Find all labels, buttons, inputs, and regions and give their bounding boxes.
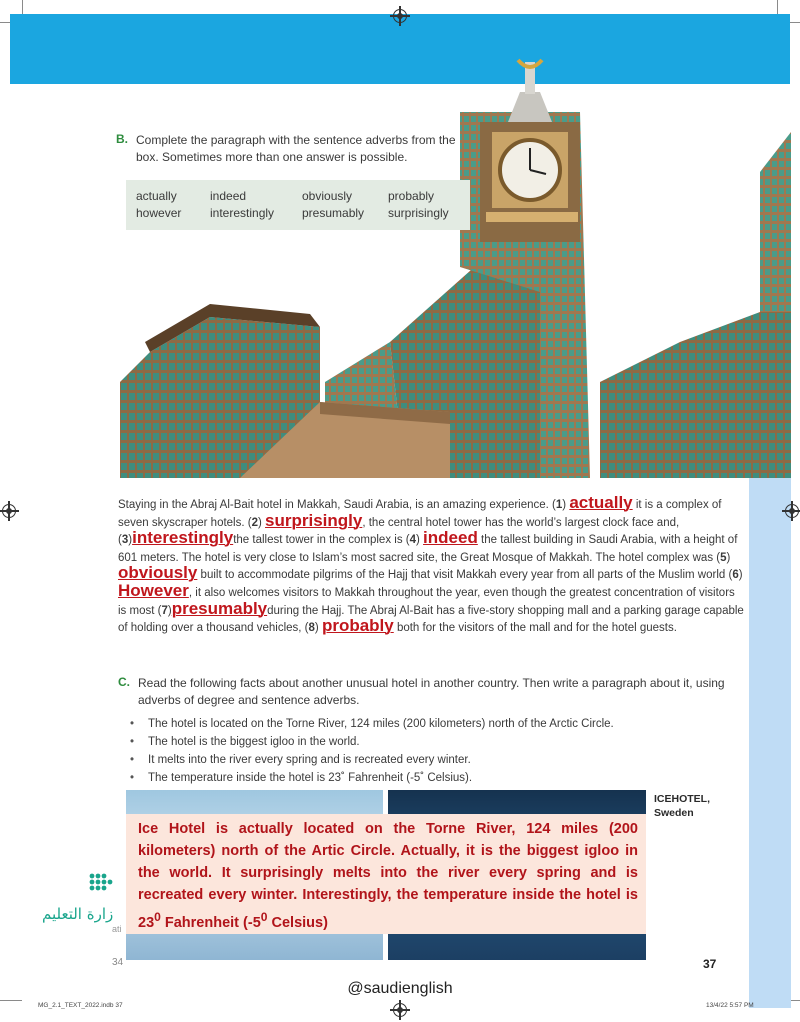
logo-text: زارة التعليم bbox=[42, 905, 114, 923]
answer-4: indeed bbox=[423, 528, 478, 548]
list-item: • It melts into the river every spring and is recreated every winter. bbox=[130, 751, 690, 769]
photo-caption: ICEHOTEL, Sweden bbox=[654, 793, 711, 819]
facts-list bbox=[130, 715, 690, 787]
registration-mark-icon bbox=[393, 9, 407, 23]
word-box-item: surprisingly bbox=[388, 206, 449, 220]
list-item: • The hotel is located on the Torne River, 124 miles (200 kilometers) north of the Arctic Circle. bbox=[130, 715, 690, 733]
word-box-item: interestingly bbox=[210, 206, 275, 220]
word-box-item: obviously bbox=[302, 189, 353, 203]
word-box-item: however bbox=[136, 206, 182, 220]
footer-file-info: MG_2.1_TEXT_2022.indb 37 bbox=[38, 1002, 123, 1009]
word-box-item: indeed bbox=[210, 189, 247, 203]
word-box-item: probably bbox=[388, 189, 435, 203]
answer-3: interestingly bbox=[132, 528, 234, 548]
answer-6: However bbox=[118, 580, 189, 600]
right-color-band bbox=[749, 478, 791, 1008]
footer-timestamp: 13/4/22 5:57 PM bbox=[706, 1002, 754, 1009]
page-number: 37 bbox=[703, 957, 717, 971]
list-item: • The hotel is the biggest igloo in the world. bbox=[130, 733, 690, 751]
watermark-text: @saudienglish bbox=[347, 980, 453, 997]
registration-mark-icon bbox=[393, 1003, 407, 1017]
logo-subtext: ati bbox=[112, 924, 122, 934]
section-c-instruction: Read the following facts about another unusual hotel in another country. Then write a paragraph about it, using adverbs of degree and sentence adverbs. bbox=[138, 676, 725, 707]
word-box-item: presumably bbox=[302, 206, 365, 220]
list-item: • The temperature inside the hotel is 23˚ Fahrenheit (-5˚ Celsius). bbox=[130, 769, 690, 787]
answer-paragraph: Ice Hotel is actually located on the Torne River, 124 miles (200 kilometers) north of the Artic Circle. Actually, it is the biggest igloo in the world. It surprisingly melts into the river every spring and is recreated every winter. Interestingly, the temperature inside the hotel is $23^0$ Fahrenheit ($-5^0$ Celsius) bbox=[138, 821, 638, 931]
registration-mark-icon bbox=[2, 504, 16, 518]
answer-2: surprisingly bbox=[265, 510, 363, 530]
reading-paragraph: Staying in the Abraj Al-Bait hotel in Makkah, Saudi Arabia, is an amazing experience. (1) actually it is a complex of seven skyscraper hotels. (2) surprisingly, the central hotel tower has the world’s largest clock face and, (3)interestinglythe tallest tower in the complex is (4) indeed the tallest building in Saudi Arabia, with a height of 601 meters. The hotel is very close to Islam’s most sacred site, the Great Mosque of Makkah. The hotel complex was (5) obviously built to accommodate pilgrims of the Hajj that visit Makkah every year from all parts of the Muslim world (6) However, it also welcomes visitors to Makkah throughout the year, even though the greatest concentration of visitors is most (7)presumablyduring the Hajj. The Abraj Al-Bait has a five-story shopping mall and a parking garage capable of holding over a thousand vehicles, (8) probably both for the visitors of the mall and for the hotel guests. bbox=[118, 493, 744, 636]
abraj-al-bait-photo bbox=[120, 52, 791, 478]
answer-7: presumably bbox=[171, 598, 268, 618]
section-b-instruction: Complete the paragraph with the sentence adverbs from the box. Sometimes more than one answer is possible. bbox=[136, 133, 456, 164]
crop-mark bbox=[0, 1000, 22, 1001]
answer-5: obviously bbox=[118, 563, 198, 583]
word-box bbox=[126, 180, 470, 230]
answer-1: actually bbox=[569, 493, 633, 512]
page-number-left: 34 bbox=[112, 957, 124, 968]
answer-8: probably bbox=[321, 616, 394, 636]
section-c-letter: C. bbox=[118, 675, 130, 689]
section-b-letter: B. bbox=[116, 132, 128, 146]
word-box-item: actually bbox=[136, 189, 177, 203]
registration-mark-icon bbox=[785, 504, 799, 518]
